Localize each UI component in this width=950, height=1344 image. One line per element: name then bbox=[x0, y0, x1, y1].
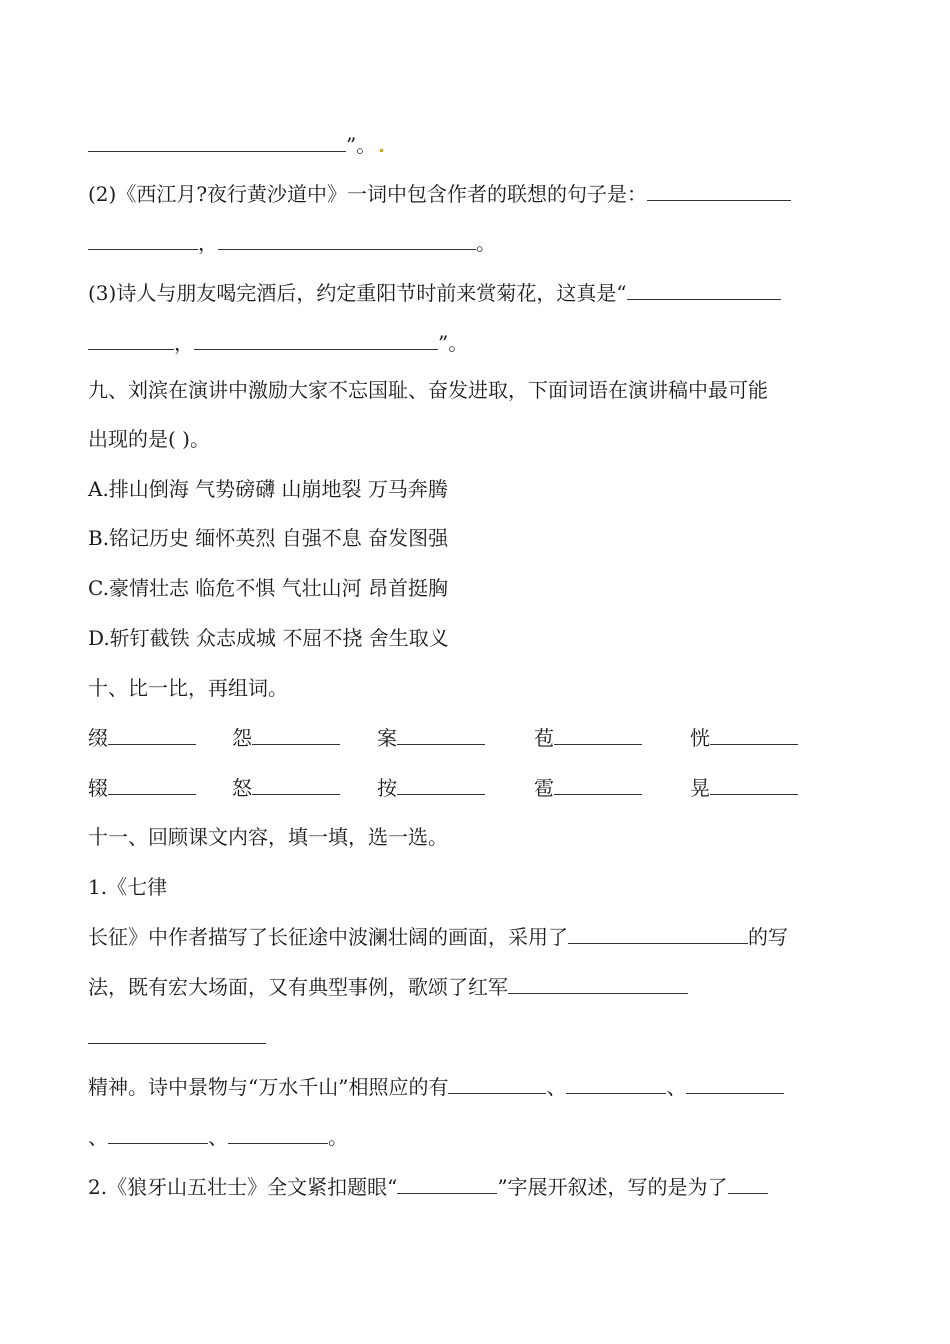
answer-blank[interactable] bbox=[108, 1125, 208, 1144]
answer-blank[interactable] bbox=[88, 133, 346, 152]
compare-item: 怨 bbox=[232, 725, 340, 751]
option-b[interactable]: B.铭记历史 缅怀英烈 自强不息 奋发图强 bbox=[88, 526, 449, 550]
answer-blank[interactable] bbox=[568, 925, 748, 944]
answer-blank[interactable] bbox=[686, 1075, 784, 1094]
answer-blank[interactable] bbox=[108, 726, 196, 745]
compare-item: 雹 bbox=[534, 775, 642, 801]
answer-blank[interactable] bbox=[218, 231, 476, 250]
answer-blank[interactable] bbox=[397, 1175, 497, 1194]
answer-blank[interactable] bbox=[88, 231, 198, 250]
answer-blank[interactable] bbox=[710, 726, 798, 745]
section-9-title: 九、刘滨在演讲中激励大家不忘国耻、奋发进取，下面词语在演讲稿中最可能 bbox=[88, 378, 768, 402]
answer-blank[interactable] bbox=[397, 776, 485, 795]
compare-item: 苞 bbox=[534, 725, 642, 751]
answer-blank[interactable] bbox=[88, 1025, 266, 1044]
question-2: (2)《西江月?夜行黄沙道中》一词中包含作者的联想的句子是： bbox=[88, 181, 858, 207]
item-1-title: 1.《七律 bbox=[88, 875, 168, 899]
answer-blank[interactable] bbox=[647, 182, 791, 201]
item-1-line-3 bbox=[88, 1024, 858, 1050]
question-2-cont: ， 。 bbox=[88, 230, 858, 256]
answer-blank[interactable] bbox=[228, 1125, 328, 1144]
question-3-cont: ， ”。 bbox=[88, 330, 858, 356]
item-1-line-1: 长征》中作者描写了长征途中波澜壮阔的画面，采用了 的写 bbox=[88, 925, 788, 949]
answer-blank[interactable] bbox=[728, 1175, 768, 1194]
compare-item: 怒 bbox=[232, 775, 340, 801]
answer-blank[interactable] bbox=[508, 975, 688, 994]
question-3: (3)诗人与朋友喝完酒后，约定重阳节时前来赏菊花，这真是“ bbox=[88, 280, 858, 306]
compare-item: 晃 bbox=[690, 775, 798, 801]
compare-item: 按 bbox=[377, 775, 485, 801]
compare-item: 恍 bbox=[690, 725, 798, 751]
answer-blank[interactable] bbox=[554, 776, 642, 795]
answer-blank[interactable] bbox=[448, 1075, 546, 1094]
answer-blank[interactable] bbox=[108, 776, 196, 795]
answer-blank[interactable] bbox=[554, 726, 642, 745]
option-a[interactable]: A.排山倒海 气势磅礴 山崩地裂 万马奔腾 bbox=[88, 477, 448, 501]
item-2: 2.《狼牙山五壮士》全文紧扣题眼“ ”字展开叙述，写的是为了 bbox=[88, 1174, 858, 1200]
answer-blank[interactable] bbox=[566, 1075, 666, 1094]
answer-blank[interactable] bbox=[252, 726, 340, 745]
section-11-title: 十一、回顾课文内容，填一填，选一选。 bbox=[88, 825, 448, 849]
section-10-title: 十、比一比，再组词。 bbox=[88, 676, 288, 700]
answer-blank[interactable] bbox=[88, 331, 174, 350]
compare-item: 缀 bbox=[88, 725, 196, 751]
fill-line-1: ”。 bbox=[88, 132, 858, 158]
compare-item: 辍 bbox=[88, 775, 196, 801]
marker-dot bbox=[380, 149, 383, 152]
option-c[interactable]: C.豪情壮志 临危不惧 气壮山河 昂首挺胸 bbox=[88, 576, 449, 600]
answer-blank[interactable] bbox=[252, 776, 340, 795]
answer-blank[interactable] bbox=[627, 281, 781, 300]
option-d[interactable]: D.斩钉截铁 众志成城 不屈不挠 舍生取义 bbox=[88, 626, 449, 650]
compare-item: 案 bbox=[377, 725, 485, 751]
item-1-line-5: 、 、 。 bbox=[88, 1125, 348, 1149]
item-1-line-4: 精神。诗中景物与“万水千山”相照应的有 、 、 bbox=[88, 1074, 858, 1100]
section-9-title-cont: 出现的是( )。 bbox=[88, 427, 210, 451]
item-1-line-2: 法，既有宏大场面，又有典型事例，歌颂了红军 bbox=[88, 974, 858, 1000]
answer-blank[interactable] bbox=[710, 776, 798, 795]
answer-blank[interactable] bbox=[194, 331, 438, 350]
answer-blank[interactable] bbox=[397, 726, 485, 745]
